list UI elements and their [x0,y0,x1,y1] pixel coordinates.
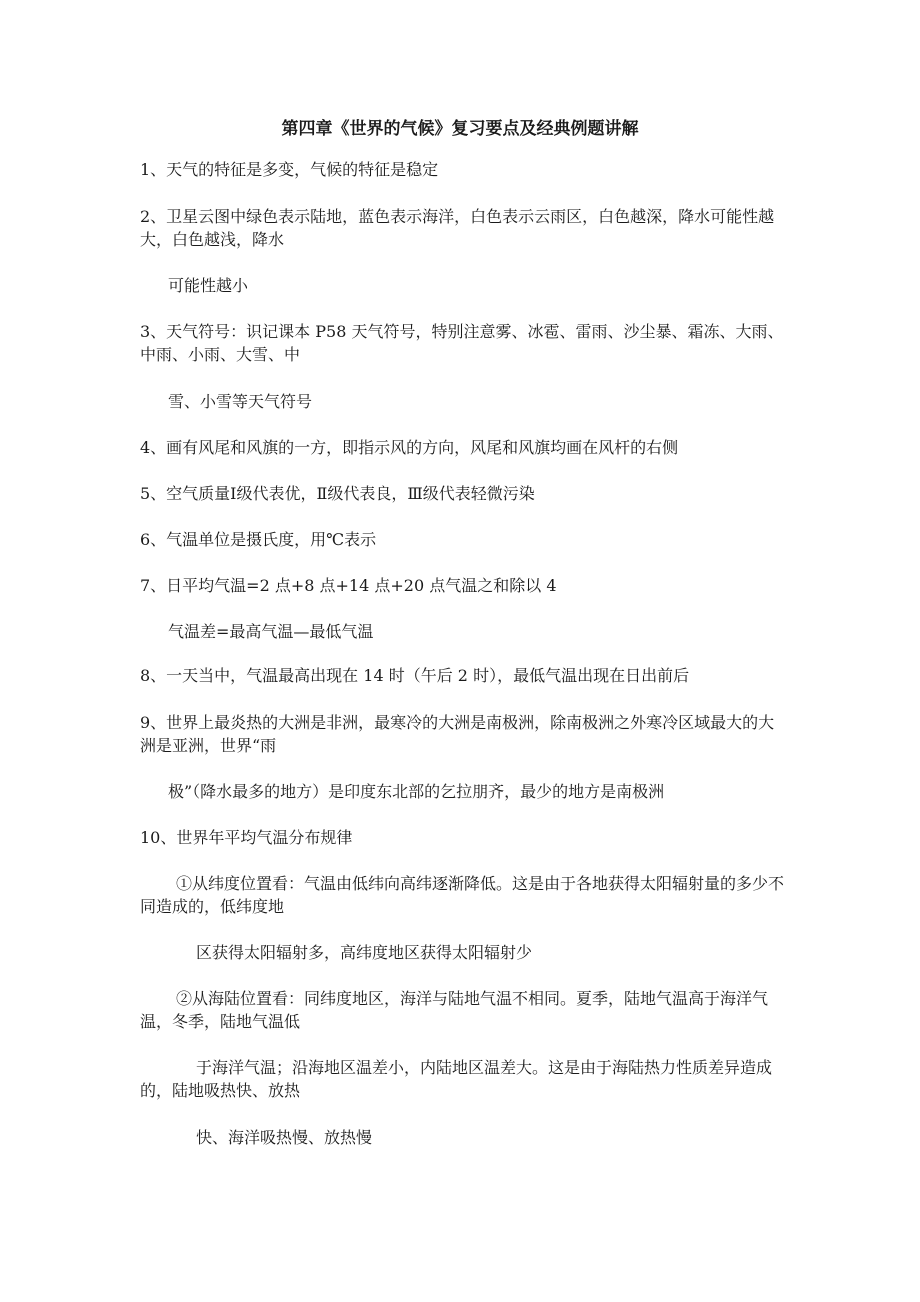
paragraph-2: 2、卫星云图中绿色表示陆地，蓝色表示海洋，白色表示云雨区，白色越深，降水可能性越大，白色越浅，降水 [140,207,775,249]
paragraph-6: 6、气温单位是摄氏度，用℃表示 [140,530,377,549]
paragraph-9: 9、世界上最炎热的大洲是非洲，最寒冷的大洲是南极洲，除南极洲之外寒冷区域最大的大洲是亚洲，世界“雨 [140,713,775,755]
paragraph-10-item-1-cont: 区获得太阳辐射多，高纬度地区获得太阳辐射少 [196,943,533,962]
paragraph-10-item-2-end: 快、海洋吸热慢、放热慢 [196,1128,373,1147]
paragraph-3-cont: 雪、小雪等天气符号 [168,392,313,411]
paragraph-2-cont: 可能性越小 [168,276,249,295]
paragraph-8: 8、一天当中，气温最高出现在 14 时（午后 2 时），最低气温出现在日出前后 [140,666,690,685]
paragraph-3: 3、天气符号：识记课本 P58 天气符号，特别注意雾、冰雹、雷雨、沙尘暴、霜冻、大雨、中雨、小雨、大雪、中 [140,322,784,364]
paragraph-7-cont: 气温差=最高气温—最低气温 [168,622,374,641]
page-title: 第四章《世界的气候》复习要点及经典例题讲解 [281,119,639,139]
paragraph-10-item-2: ②从海陆位置看：同纬度地区，海洋与陆地气温不相同。夏季，陆地气温高于海洋气温，冬季，陆地气温低 [140,989,769,1031]
paragraph-10-item-1: ①从纬度位置看：气温由低纬向高纬逐渐降低。这是由于各地获得太阳辐射量的多少不同造成的，低纬度地 [140,874,785,916]
paragraph-10: 10、世界年平均气温分布规律 [140,828,353,847]
paragraph-10-item-2-cont: 于海洋气温；沿海地区温差小，内陆地区温差大。这是由于海陆热力性质差异造成的，陆地吸热快、放热 [140,1058,773,1100]
paragraph-9-cont: 极”（降水最多的地方）是印度东北部的乞拉朋齐，最少的地方是南极洲 [168,782,665,801]
paragraph-4: 4、画有风尾和风旗的一方，即指示风的方向，风尾和风旗均画在风杆的右侧 [140,438,679,457]
paragraph-5: 5、空气质量Ⅰ级代表优，Ⅱ级代表良，Ⅲ级代表轻微污染 [140,484,535,503]
paragraph-1: 1、天气的特征是多变，气候的特征是稳定 [140,160,439,179]
paragraph-7: 7、日平均气温=2 点+8 点+14 点+20 点气温之和除以 4 [140,576,557,595]
